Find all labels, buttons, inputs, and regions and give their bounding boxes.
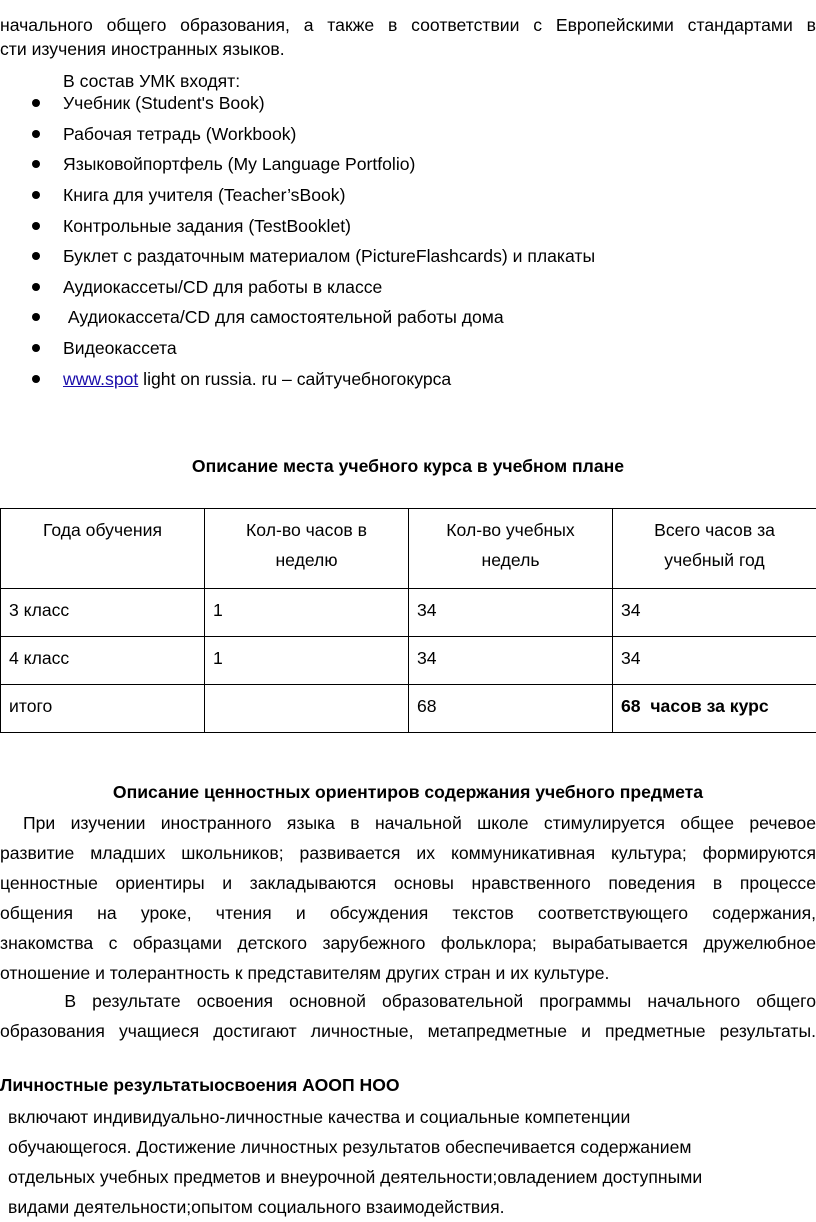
- table-cell: 1: [205, 637, 409, 685]
- header-text: Года обучения: [43, 520, 162, 540]
- paragraph-line: В результате освоения основной образовательной программы начального общего: [0, 986, 816, 1016]
- table-cell: 68: [409, 685, 613, 733]
- table-header-cell: [205, 509, 409, 589]
- umk-title: В состав УМК входят:: [63, 70, 240, 92]
- table-header-row: [1, 509, 816, 589]
- paragraph-line: знакомства с образцами детского зарубежного фольклора; вырабатывается дружелюбное: [0, 928, 816, 958]
- paragraph-line: отношение и толерантность к представителям других стран и их культуре.: [0, 958, 816, 988]
- list-item-text: Рабочая тетрадь (Workbook): [63, 123, 296, 145]
- table-header-cell: [1, 509, 205, 589]
- paragraph-line: ценностные ориентиры и закладываются основы нравственного поведения в процессе: [0, 868, 816, 898]
- table-cell: [205, 685, 409, 733]
- bullet-icon: [32, 99, 40, 107]
- table-cell: 1: [205, 589, 409, 637]
- list-item-text: Книга для учителя (Teacher’sBook): [63, 184, 345, 206]
- table-row: [1, 685, 816, 733]
- bullet-icon: [32, 130, 40, 138]
- site-item-rest: light on russia. ru – сайтучебногокурса: [138, 369, 451, 389]
- table-cell: итого: [1, 685, 205, 733]
- bullet-icon: [32, 191, 40, 199]
- list-item-text: Учебник (Student's Book): [63, 92, 265, 114]
- intro-line-1: начального общего образования, а также в соответствии с Европейскими стандартами в: [0, 14, 816, 36]
- intro-line-2: сти изучения иностранных языков.: [0, 38, 285, 60]
- list-item-text: Контрольные задания (TestBooklet): [63, 215, 351, 237]
- header-text: Всего часов за: [654, 520, 775, 540]
- bullet-icon: [32, 252, 40, 260]
- table-cell-total: 68 часов за курс: [613, 685, 816, 733]
- values-heading: Описание ценностных ориентиров содержания учебного предмета: [0, 781, 816, 803]
- bullet-icon: [32, 313, 40, 321]
- values-paragraph: [0, 808, 816, 988]
- bullet-icon: [32, 375, 40, 383]
- paragraph-line: обучающегося. Достижение личностных результатов обеспечивается содержанием: [8, 1132, 702, 1162]
- bullet-icon: [32, 160, 40, 168]
- bullet-icon: [32, 283, 40, 291]
- table-row: [1, 637, 816, 685]
- table-header-cell: [409, 509, 613, 589]
- header-text: Кол-во часов в: [246, 520, 367, 540]
- site-item-text: [63, 368, 451, 390]
- paragraph-line: образования учащиеся достигают личностные, метапредметные и предметные результаты.: [0, 1016, 816, 1046]
- plan-heading: Описание места учебного курса в учебном плане: [0, 455, 816, 477]
- list-item-text: Аудиокассета/CD для самостоятельной работы дома: [63, 306, 504, 328]
- table-cell: 34: [613, 589, 816, 637]
- personal-heading: Личностные результатыосвоения АООП НОО: [0, 1074, 400, 1096]
- bullet-icon: [32, 222, 40, 230]
- list-item-text: Языковойпортфель (My Language Portfolio): [63, 153, 415, 175]
- paragraph-line: При изучении иностранного языка в начальной школе стимулируется общее речевое: [0, 808, 816, 838]
- list-item-text: Видеокассета: [63, 337, 177, 359]
- header-text: неделю: [275, 550, 337, 570]
- header-text: Кол-во учебных: [446, 520, 574, 540]
- table-row: [1, 589, 816, 637]
- results-paragraph: [0, 986, 816, 1046]
- paragraph-line: включают индивидуально-личностные качества и социальные компетенции: [8, 1102, 702, 1132]
- table-cell: 4 класс: [1, 637, 205, 685]
- paragraph-line: отдельных учебных предметов и внеурочной деятельности;овладением доступными: [8, 1162, 702, 1192]
- table-header-cell: [613, 509, 816, 589]
- table-cell: 34: [409, 589, 613, 637]
- site-link[interactable]: www.spot: [63, 369, 138, 389]
- paragraph-line: развитие младших школьников; развивается их коммуникативная культура; формируются: [0, 838, 816, 868]
- table-cell: 34: [409, 637, 613, 685]
- paragraph-line: видами деятельности;опытом социального взаимодействия.: [8, 1192, 702, 1222]
- bullet-icon: [32, 344, 40, 352]
- list-item-text: Аудиокассеты/CD для работы в классе: [63, 276, 382, 298]
- plan-table: [0, 508, 816, 733]
- personal-paragraph: [8, 1102, 702, 1222]
- table-cell: 3 класс: [1, 589, 205, 637]
- header-text: учебный год: [664, 550, 764, 570]
- table-cell: 34: [613, 637, 816, 685]
- header-text: недель: [481, 550, 539, 570]
- paragraph-line: общения на уроке, чтения и обсуждения текстов соответствующего содержания,: [0, 898, 816, 928]
- list-item-text: Буклет с раздаточным материалом (PictureFlashcards) и плакаты: [63, 245, 595, 267]
